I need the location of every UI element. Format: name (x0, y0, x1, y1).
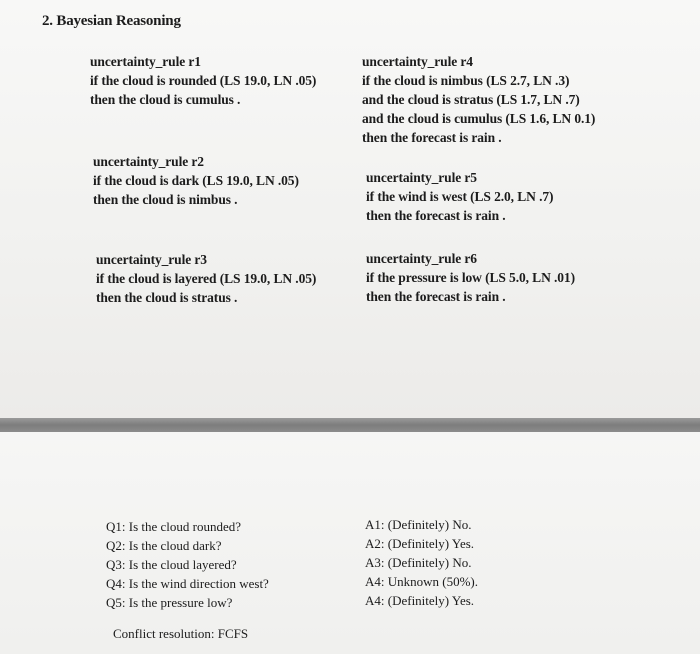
page-divider (0, 418, 700, 432)
rule-r5 (366, 168, 553, 225)
worksheet-bottom (0, 432, 700, 654)
answer-item: A2: (Definitely) Yes. (365, 536, 475, 551)
rule-line: if the cloud is rounded (LS 19.0, LN .05) (90, 73, 317, 88)
question-item: Q3: Is the cloud layered? (106, 557, 237, 572)
conflict-resolution: Conflict resolution: FCFS (113, 626, 249, 641)
answer-item: A4: (Definitely) Yes. (365, 593, 475, 608)
rule-line: if the wind is west (LS 2.0, LN .7) (366, 189, 554, 204)
rule-name: uncertainty_rule r6 (366, 251, 477, 266)
rule-name: uncertainty_rule r3 (96, 252, 207, 267)
rule-line: then the cloud is cumulus . (90, 92, 241, 107)
rule-r3 (96, 250, 316, 307)
rule-r2 (93, 152, 299, 209)
rule-line: if the cloud is dark (LS 19.0, LN .05) (93, 173, 299, 188)
rule-line: if the cloud is layered (LS 19.0, LN .05) (96, 271, 317, 286)
rule-line: if the cloud is nimbus (LS 2.7, LN .3) (362, 73, 570, 88)
rule-line: then the forecast is rain . (362, 130, 502, 145)
rule-r6 (366, 249, 575, 306)
answers-list (365, 515, 478, 610)
rule-line: and the cloud is stratus (LS 1.7, LN .7) (362, 92, 580, 107)
rule-r4 (362, 52, 595, 147)
rule-line: then the cloud is nimbus . (93, 192, 238, 207)
question-item: Q1: Is the cloud rounded? (106, 519, 242, 534)
question-item: Q4: Is the wind direction west? (106, 576, 269, 591)
rule-name: uncertainty_rule r1 (90, 54, 201, 69)
rule-name: uncertainty_rule r5 (366, 170, 477, 185)
rule-name: uncertainty_rule r2 (93, 154, 204, 169)
answer-item: A4: Unknown (50%). (365, 574, 479, 589)
rule-line: then the cloud is stratus . (96, 290, 238, 305)
rule-line: then the forecast is rain . (366, 208, 506, 223)
question-item: Q5: Is the pressure low? (106, 595, 233, 610)
rule-name: uncertainty_rule r4 (362, 54, 473, 69)
answer-item: A3: (Definitely) No. (365, 555, 472, 570)
rule-line: then the forecast is rain . (366, 289, 506, 304)
questions-list (106, 517, 269, 612)
answer-item: A1: (Definitely) No. (365, 517, 472, 532)
page-title: 2. Bayesian Reasoning (42, 13, 181, 29)
rule-line: if the pressure is low (LS 5.0, LN .01) (366, 270, 575, 285)
rule-line: and the cloud is cumulus (LS 1.6, LN 0.1) (362, 111, 596, 126)
question-item: Q2: Is the cloud dark? (106, 538, 222, 553)
rule-r1 (90, 52, 316, 109)
